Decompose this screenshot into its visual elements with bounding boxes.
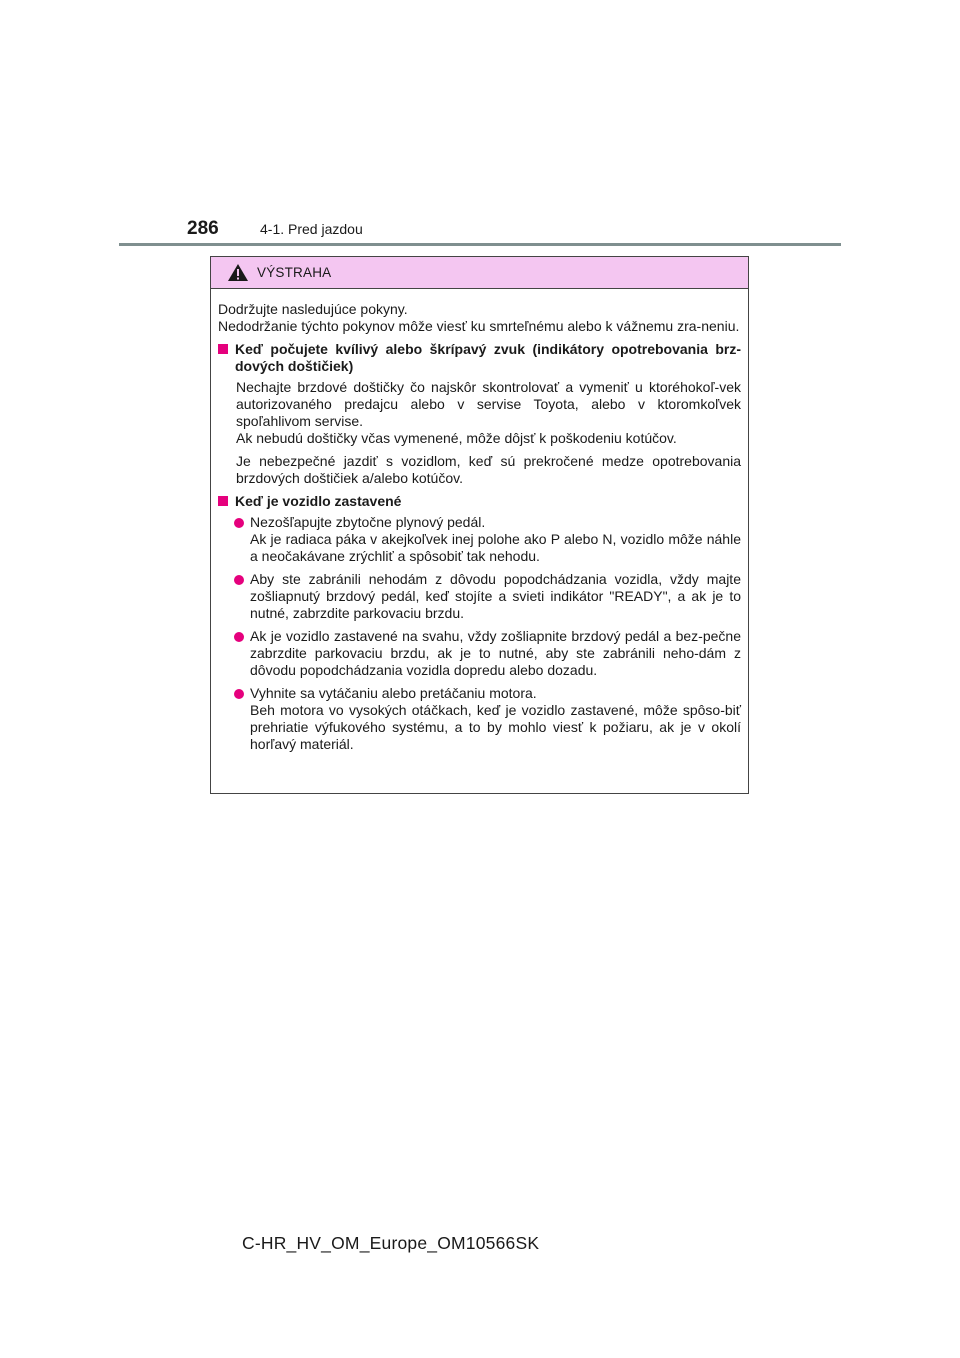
section-heading-brake-noise	[218, 341, 741, 375]
intro-line-2: Nedodržanie týchto pokynov môže viesť ku smrteľnému alebo k vážnemu zra-neniu.	[218, 318, 740, 334]
list-item	[218, 514, 741, 565]
brake-pads-text-1: Nechajte brzdové doštičky čo najskôr skontrolovať a vymeniť u ktoréhokoľ-vek autorizovaného predajcu alebo v servise Toyota, alebo v ktoromkoľvek spoľahlivom servise.	[236, 379, 741, 429]
intro-line-1: Dodržujte nasledujúce pokyny.	[218, 301, 408, 317]
page-number: 286	[187, 218, 219, 239]
bullet-4-line-2: Beh motora vo vysokých otáčkach, keď je vozidlo zastavené, môže spôso-biť prehriatie výfukového systému, a to by mohlo viesť k požiaru, ak je v okolí horľavý materiál.	[250, 702, 741, 752]
warning-title: VÝSTRAHA	[257, 265, 332, 280]
brake-pads-text-2: Ak nebudú doštičky včas vymenené, môže dôjsť k poškodeniu kotúčov.	[236, 430, 677, 446]
square-bullet-icon	[218, 496, 228, 506]
brake-wear-paragraph: Je nebezpečné jazdiť s vozidlom, keď sú prekročené medze opotrebovania brzdových doštičiek a/alebo kotúčov.	[236, 453, 741, 486]
section-heading-vehicle-stopped	[218, 493, 741, 510]
list-item	[218, 685, 741, 753]
round-bullet-icon	[234, 632, 244, 642]
warning-header	[211, 257, 748, 289]
header-divider	[119, 243, 841, 246]
list-item	[218, 571, 741, 622]
document-code: C-HR_HV_OM_Europe_OM10566SK	[242, 1233, 540, 1253]
round-bullet-icon	[234, 575, 244, 585]
bullet-2-text: Aby ste zabránili nehodám z dôvodu popodchádzania vozidla, vždy majte zošliapnutý brzdový pedál, keď stojíte a svieti indikátor "READY", a ak je to nutné, zabrzdite parkovaciu brzdu.	[250, 571, 741, 621]
bullet-4-line-1: Vyhnite sa vytáčaniu alebo pretáčaniu motora.	[250, 685, 537, 701]
section-heading-text: Keď počujete kvílivý alebo škrípavý zvuk (indikátory opotrebovania brz-dových doštičiek)	[235, 341, 741, 374]
section-title: 4-1. Pred jazdou	[260, 221, 363, 237]
round-bullet-icon	[234, 689, 244, 699]
warning-box	[210, 256, 749, 794]
warning-triangle-icon	[227, 263, 249, 282]
square-bullet-icon	[218, 344, 228, 354]
bullet-1-line-2: Ak je radiaca páka v akejkoľvek inej polohe ako P alebo N, vozidlo môže náhle a neočakávane zrýchliť a spôsobiť tak nehodu.	[250, 531, 741, 564]
warning-body	[211, 289, 748, 753]
list-item	[218, 628, 741, 679]
bullet-3-text: Ak je vozidlo zastavené na svahu, vždy zošliapnite brzdový pedál a bez-pečne zabrzdite parkovaciu brzdu, ak je to nutné, aby ste zabránili neho-dám z dôvodu popodchádzania vozidla dopredu alebo dozadu.	[250, 628, 741, 678]
warning-intro	[218, 301, 741, 335]
round-bullet-icon	[234, 518, 244, 528]
bullet-1-line-1: Nezošľapujte zbytočne plynový pedál.	[250, 514, 486, 530]
section-heading-text: Keď je vozidlo zastavené	[235, 493, 402, 509]
brake-pads-paragraph	[218, 379, 741, 447]
